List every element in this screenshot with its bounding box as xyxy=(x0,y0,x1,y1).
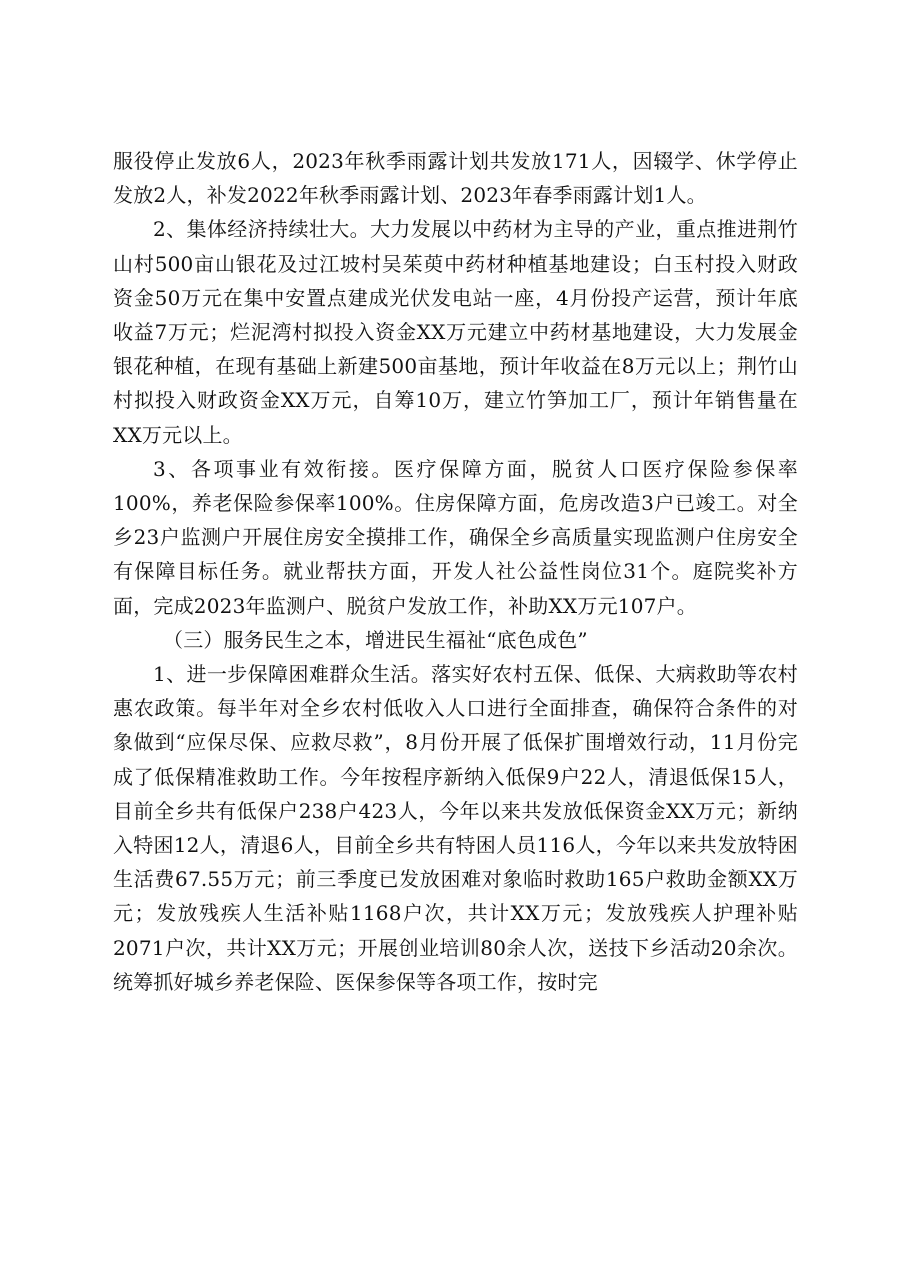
section-heading: （三）服务民生之本，增进民生福祉“底色成色” xyxy=(163,627,588,652)
paragraph-continuation: 服役停止发放6人，2023年秋季雨露计划共发放171人，因辍学、休学停止发放2人，补发2022年秋季雨露计划、2023年春季雨露计划1人。 xyxy=(113,149,798,208)
document-page xyxy=(113,144,798,999)
paragraph-career-connection: 3、各项事业有效衔接。医疗保障方面，脱贫人口医疗保险参保率100%，养老保险参保率100%。住房保障方面，危房改造3户已竣工。对全乡23户监测户开展住房安全摸排工作，确保全乡高质量实现监测户住房安全有保障目标任务。就业帮扶方面，开发人社公益性岗位31个。庭院奖补方面，完成2023年监测户、脱贫户发放工作，补助XX万元107户。 xyxy=(113,456,798,618)
paragraph-people-livelihood: 1、进一步保障困难群众生活。落实好农村五保、低保、大病救助等农村惠农政策。每半年对全乡农村低收入人口进行全面排查，确保符合条件的对象做到“应保尽保、应救尽救”，8月份开展了低保扩围增效行动，11月份完成了低保精准救助工作。今年按程序新纳入低保9户22人，清退低保15人，目前全乡共有低保户238户423人，今年以来共发放低保资金XX万元；新纳入特困12人，清退6人，目前全乡共有特困人员116人，今年以来共发放特困生活费67.55万元；前三季度已发放困难对象临时救助165户救助金额XX万元；发放残疾人生活补贴1168户次，共计XX万元；发放残疾人护理补贴2071户次，共计XX万元；开展创业培训80余人次，送技下乡活动20余次。统筹抓好城乡养老保险、医保参保等各项工作，按时完 xyxy=(113,662,798,994)
paragraph-collective-economy: 2、集体经济持续壮大。大力发展以中药材为主导的产业，重点推进荆竹山村500亩山银花及过江坡村吴茱萸中药材种植基地建设；白玉村投入财政资金50万元在集中安置点建成光伏发电站一座，4月份投产运营，预计年底收益7万元；烂泥湾村拟投入资金XX万元建立中药材基地建设，大力发展金银花种植，在现有基础上新建500亩基地，预计年收益在8万元以上；荆竹山村拟投入财政资金XX万元，自筹10万，建立竹笋加工厂，预计年销售量在XX万元以上。 xyxy=(113,217,798,447)
